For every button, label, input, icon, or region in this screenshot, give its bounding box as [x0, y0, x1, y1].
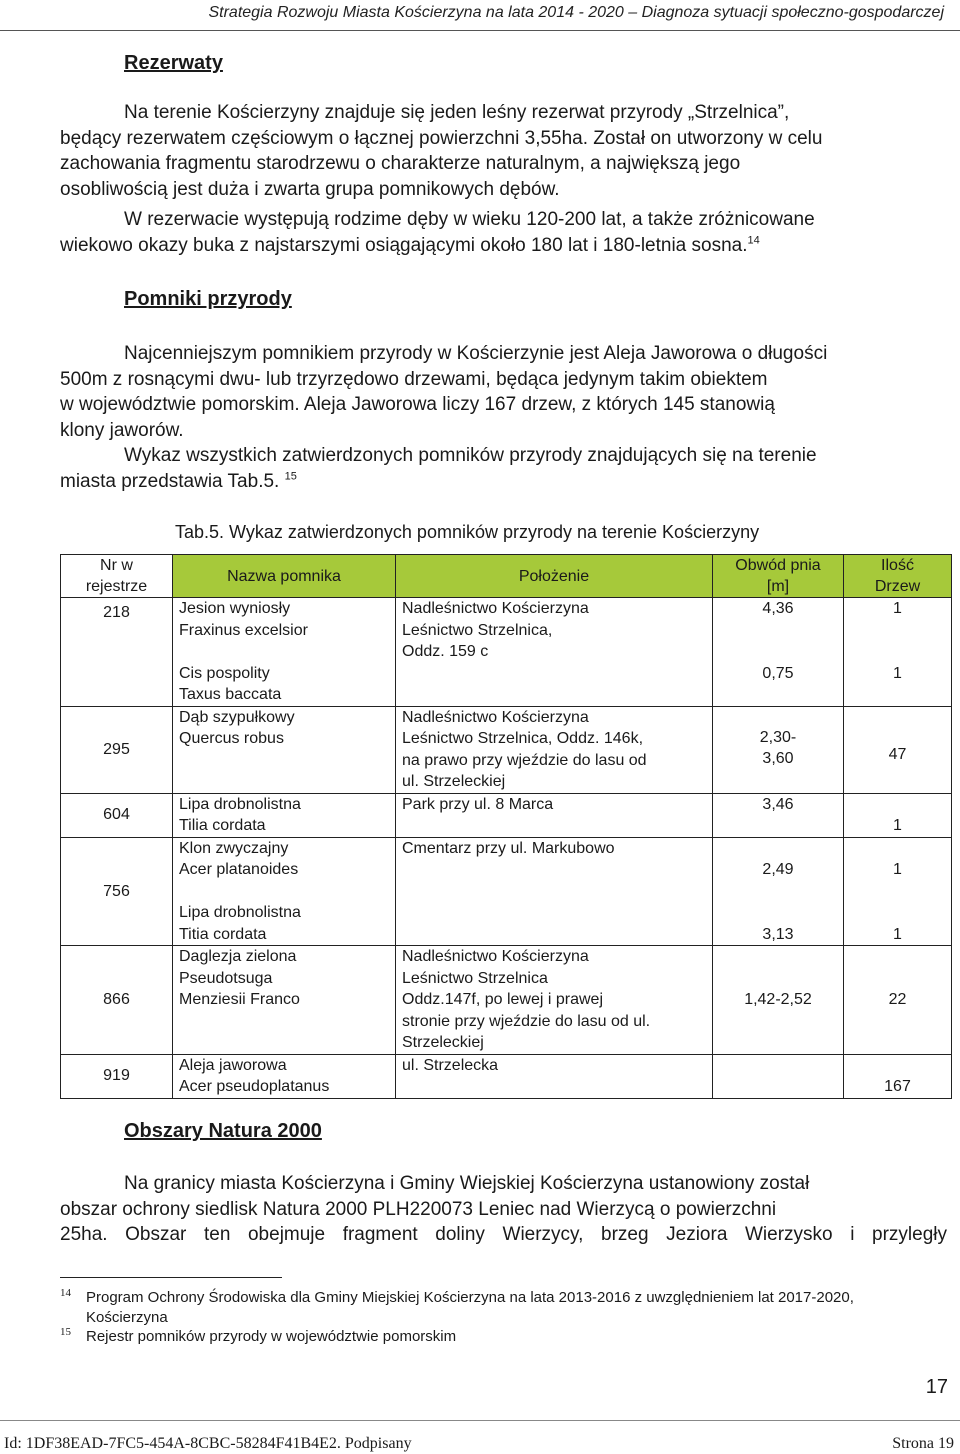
- table-row: [61, 706, 952, 793]
- cell-line: Leśnictwo Strzelnica: [402, 969, 548, 987]
- cell-ilosc: [844, 1054, 952, 1098]
- cell-obwod: [713, 1054, 844, 1098]
- footnote-text: [86, 1288, 946, 1328]
- cell-spacer: [844, 881, 951, 924]
- header-polozenie: Położenie: [396, 555, 713, 598]
- cell-spacer: [844, 838, 951, 860]
- paragraph-natura: [60, 1171, 947, 1248]
- monuments-table: [60, 554, 952, 1099]
- text-line: Na terenie Kościerzyny znajduje się jeden leśny rezerwat przyrody „Strzelnica”,: [124, 102, 790, 123]
- footnote-ref-14[interactable]: 14: [747, 234, 760, 247]
- cell-line: Acer pseudoplatanus: [179, 1078, 330, 1095]
- cell-ilosc: [844, 793, 952, 837]
- cell-line: Oddz.147f, po lewej i prawej: [402, 991, 603, 1008]
- cell-line: 3,46: [762, 795, 794, 813]
- header-text: [m]: [766, 578, 790, 595]
- cell-line: Nadleśnictwo Kościerzyna: [402, 948, 589, 965]
- cell-ilosc: 47: [844, 706, 952, 793]
- cell-line: Daglezja zielona: [179, 948, 297, 965]
- header-nr: [61, 555, 173, 598]
- heading-rezerwaty: Rezerwaty: [124, 52, 223, 74]
- cell-line: 3,13: [762, 925, 794, 943]
- header-ilosc: [844, 555, 952, 598]
- cell-spacer: [713, 838, 843, 860]
- footnote-number: 14: [60, 1287, 71, 1299]
- header-nazwa: Nazwa pomnika: [173, 555, 396, 598]
- cell-polozenie: [396, 946, 713, 1055]
- cell-line: Oddz. 159 c: [402, 643, 489, 660]
- cell-line: Lipa drobnolistna: [179, 904, 301, 921]
- cell-line: ul. Strzelecka: [402, 1056, 499, 1074]
- text-line: 500m z rosnącymi dwu- lub trzyrzędowo drzewami, będąca jedynym takim obiektem: [60, 368, 768, 390]
- cell-spacer: [179, 881, 395, 903]
- text-line: w województwie pomorskim. Aleja Jaworowa liczy 167 drzew, z których 145 stanowią: [60, 394, 775, 415]
- cell-line: Strzeleckiej: [402, 1034, 484, 1051]
- table-row: [61, 837, 952, 946]
- cell-obwod: 1,42-2,52: [713, 946, 844, 1055]
- footnote-ref-15[interactable]: 15: [284, 470, 297, 483]
- table-row: [61, 1054, 952, 1098]
- text-line: będący rezerwatem częściowym o łącznej powierzchni 3,55ha. Został on utworzony w celu: [60, 127, 823, 149]
- cell-spacer: [844, 794, 951, 816]
- cell-polozenie: [396, 1054, 713, 1098]
- paragraph-pomniki-2: [60, 443, 947, 494]
- cell-line: Dąb szypułkowy: [179, 708, 295, 726]
- header-text: rejestrze: [85, 578, 148, 595]
- paragraph-rezerwaty-2: [60, 207, 947, 258]
- table-header-row: [61, 555, 952, 598]
- page-footer: [0, 1420, 960, 1454]
- cell-obwod: [713, 793, 844, 837]
- cell-line: na prawo przy wjeździe do lasu od: [402, 751, 647, 769]
- table-row: [61, 946, 952, 1055]
- cell-line: Fraxinus excelsior: [179, 621, 308, 639]
- footnote-text: [86, 1327, 946, 1347]
- cell-nazwa: [173, 1054, 396, 1098]
- cell-line: Cmentarz przy ul. Markubowo: [402, 839, 615, 857]
- text-line: wiekowo okazy buka z najstarszymi osiągającymi około 180 lat i 180-letnia sosna.: [60, 234, 748, 256]
- header-text: Drzew: [874, 578, 921, 595]
- header-obwod: [713, 555, 844, 598]
- cell-spacer: [179, 641, 395, 663]
- paragraph-pomniki-1: [60, 341, 947, 443]
- heading-natura: Obszary Natura 2000: [124, 1120, 322, 1142]
- cell-line: 1: [893, 925, 902, 943]
- footnote-line: Kościerzyna: [86, 1309, 168, 1326]
- table-row: [61, 598, 952, 707]
- cell-line: 1: [893, 600, 902, 617]
- cell-nazwa: [173, 793, 396, 837]
- cell-spacer: [844, 620, 951, 663]
- cell-line: Menziesii Franco: [179, 991, 300, 1008]
- header-text: Obwód pnia: [735, 557, 821, 574]
- footnote-line: Program Ochrony Środowiska dla Gminy Miejskiej Kościerzyna na lata 2013-2016 z uwzględnieniem lat 2017-2020,: [86, 1289, 854, 1306]
- cell-line: Leśnictwo Strzelnica, Oddz. 146k,: [402, 730, 644, 747]
- footnote-line: Rejestr pomników przyrody w województwie pomorskim: [86, 1328, 457, 1345]
- cell-line: 1: [893, 664, 902, 682]
- cell-line: Taxus baccata: [179, 686, 282, 703]
- cell-nazwa: [173, 706, 396, 793]
- table-row: [61, 793, 952, 837]
- text-line: Na granicy miasta Kościerzyna i Gminy Wiejskiej Kościerzyna ustanowiony został: [124, 1173, 810, 1194]
- footer-page: Strona 19: [892, 1435, 954, 1452]
- footnote-number: 15: [60, 1326, 71, 1338]
- cell-obwod: [713, 598, 844, 707]
- cell-polozenie: [396, 837, 713, 946]
- text-line: Najcenniejszym pomnikiem przyrody w Kościerzynie jest Aleja Jaworowa o długości: [124, 343, 828, 364]
- cell-nr: 218: [61, 598, 173, 707]
- cell-ilosc: [844, 598, 952, 707]
- cell-line: Acer platanoides: [179, 861, 299, 878]
- cell-line: Leśnictwo Strzelnica,: [402, 621, 553, 639]
- cell-line: Aleja jaworowa: [179, 1056, 287, 1074]
- cell-line: Titia cordata: [179, 925, 267, 943]
- cell-nr: 866: [61, 946, 173, 1055]
- cell-obwod: [713, 837, 844, 946]
- cell-line: Quercus robus: [179, 730, 284, 747]
- cell-line: Park przy ul. 8 Marca: [402, 795, 554, 813]
- table-caption: Tab.5. Wykaz zatwierdzonych pomników przyrody na terenie Kościerzyny: [175, 522, 760, 542]
- cell-polozenie: [396, 598, 713, 707]
- cell-line: Pseudotsuga: [179, 969, 273, 987]
- cell-ilosc: [844, 837, 952, 946]
- cell-nr: 756: [61, 837, 173, 946]
- cell-line: Nadleśnictwo Kościerzyna: [402, 600, 589, 617]
- cell-line: stronie przy wjeździe do lasu od ul.: [402, 1012, 651, 1030]
- document-id: Id: 1DF38EAD-7FC5-454A-8CBC-58284F41B4E2. Podpisany: [4, 1435, 412, 1452]
- text-line: W rezerwacie występują rodzime dęby w wieku 120-200 lat, a także zróżnicowane: [124, 209, 815, 230]
- cell-nr: 295: [61, 706, 173, 793]
- cell-line: 1: [893, 861, 902, 878]
- cell-spacer: [713, 620, 843, 663]
- footnote-divider: [60, 1277, 282, 1278]
- cell-obwod: [713, 706, 844, 793]
- cell-spacer: [713, 881, 843, 924]
- text-line: obszar ochrony siedlisk Natura 2000 PLH220073 Leniec nad Wierzycą o powierzchni: [60, 1198, 777, 1220]
- text-line: miasta przedstawia Tab.5.: [60, 470, 280, 492]
- cell-nr: 604: [61, 793, 173, 837]
- cell-line: Jesion wyniosły: [179, 600, 291, 617]
- text-line: 25ha. Obszar ten obejmuje fragment doliny Wierzycy, brzeg Jeziora Wierzysko i przyległy: [60, 1224, 947, 1245]
- cell-line: Lipa drobnolistna: [179, 795, 301, 813]
- cell-line: 4,36: [762, 600, 794, 617]
- cell-line: Nadleśnictwo Kościerzyna: [402, 708, 589, 726]
- text-line: zachowania fragmentu starodrzewu o charakterze naturalnym, a największą jego: [60, 153, 741, 174]
- cell-line: Klon zwyczajny: [179, 839, 289, 857]
- cell-line: 2,30-: [759, 728, 797, 746]
- cell-polozenie: [396, 793, 713, 837]
- cell-nr: 919: [61, 1054, 173, 1098]
- cell-polozenie: [396, 706, 713, 793]
- cell-line: 2,49: [762, 861, 794, 878]
- cell-nazwa: [173, 598, 396, 707]
- cell-line: 1: [893, 817, 902, 834]
- cell-line: Tilia cordata: [179, 817, 266, 834]
- cell-line: ul. Strzeleckiej: [402, 773, 506, 790]
- cell-nazwa: [173, 837, 396, 946]
- cell-ilosc: 22: [844, 946, 952, 1055]
- text-line: osobliwością jest duża i zwarta grupa pomnikowych dębów.: [60, 178, 560, 200]
- text-line: Wykaz wszystkich zatwierdzonych pomników przyrody znajdujących się na terenie: [124, 445, 817, 466]
- page-number: 17: [925, 1376, 948, 1398]
- cell-spacer: [844, 1055, 951, 1077]
- text-line: klony jaworów.: [60, 419, 184, 441]
- paragraph-rezerwaty-1: [60, 100, 947, 202]
- cell-line: 3,60: [762, 750, 794, 767]
- cell-line: Cis pospolity: [179, 664, 270, 682]
- page-header: [0, 4, 960, 31]
- cell-line: 167: [884, 1078, 911, 1095]
- header-text: Ilość: [881, 557, 914, 574]
- header-text: Nr w: [100, 557, 133, 574]
- heading-pomniki: Pomniki przyrody: [124, 288, 292, 310]
- cell-nazwa: [173, 946, 396, 1055]
- header-title: Strategia Rozwoju Miasta Kościerzyna na lata 2014 - 2020 – Diagnoza sytuacji społeczno-gospodarczej: [208, 4, 944, 21]
- cell-line: 0,75: [762, 664, 794, 682]
